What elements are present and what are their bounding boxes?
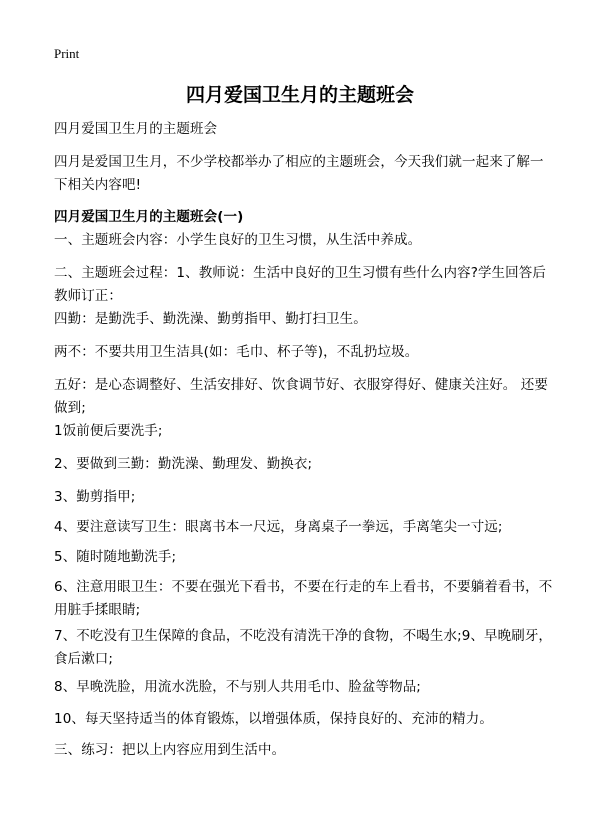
list-item: 8、早晚洗脸，用流水洗脸，不与别人共用毛巾、脸盆等物品; (54, 679, 421, 695)
list-item: 4、要注意读写卫生：眼离书本一尺远，身离桌子一拳远，手离笔尖一寸远; (54, 519, 503, 535)
list-item: 5、随时随地勤洗手; (54, 549, 177, 565)
list-item: 7、不吃没有卫生保障的食品，不吃没有清洗干净的食物，不喝生水;9、早晚刷牙，食后漱口; (54, 628, 553, 667)
print-link[interactable]: Print (54, 46, 80, 61)
practice-paragraph: 三、练习：把以上内容应用到生活中。 (54, 742, 286, 758)
list-item: 2、要做到三勤：勤洗澡、勤理发、勤换衣; (54, 456, 313, 472)
list-item: 10、每天坚持适当的体育锻炼，以增强体质，保持良好的、充沛的精力。 (54, 711, 493, 727)
intro-paragraph: 四月是爱国卫生月，不少学校都举办了相应的主题班会，今天我们就一起来了解一下相关内容吧! (54, 154, 544, 193)
process-paragraph: 二、主题班会过程：1、教师说：生活中良好的卫生习惯有些什么内容?学生回答后教师订正： (54, 265, 546, 304)
two-nots-paragraph: 两不：不要共用卫生洁具(如：毛巾、杯子等)，不乱扔垃圾。 (54, 344, 419, 360)
list-item: 6、注意用眼卫生：不要在强光下看书，不要在行走的车上看书，不要躺着看书，不用脏手揉眼睛; (54, 579, 553, 618)
four-diligence-paragraph: 四勤：是勤洗手、勤洗澡、勤剪指甲、勤打扫卫生。 (54, 311, 367, 327)
content-paragraph: 一、主题班会内容：小学生良好的卫生习惯，从生活中养成。 (54, 232, 422, 248)
list-item: 3、勤剪指甲; (54, 489, 136, 505)
five-goods-paragraph: 五好：是心态调整好、生活安排好、饮食调节好、衣服穿得好、健康关注好。 还要做到; (54, 377, 548, 416)
page-title: 四月爱国卫生月的主题班会 (185, 84, 414, 106)
section-heading: 四月爱国卫生月的主题班会(一) (54, 209, 244, 225)
list-item: 1饭前便后要洗手; (54, 423, 163, 439)
subtitle-paragraph: 四月爱国卫生月的主题班会 (54, 121, 218, 137)
